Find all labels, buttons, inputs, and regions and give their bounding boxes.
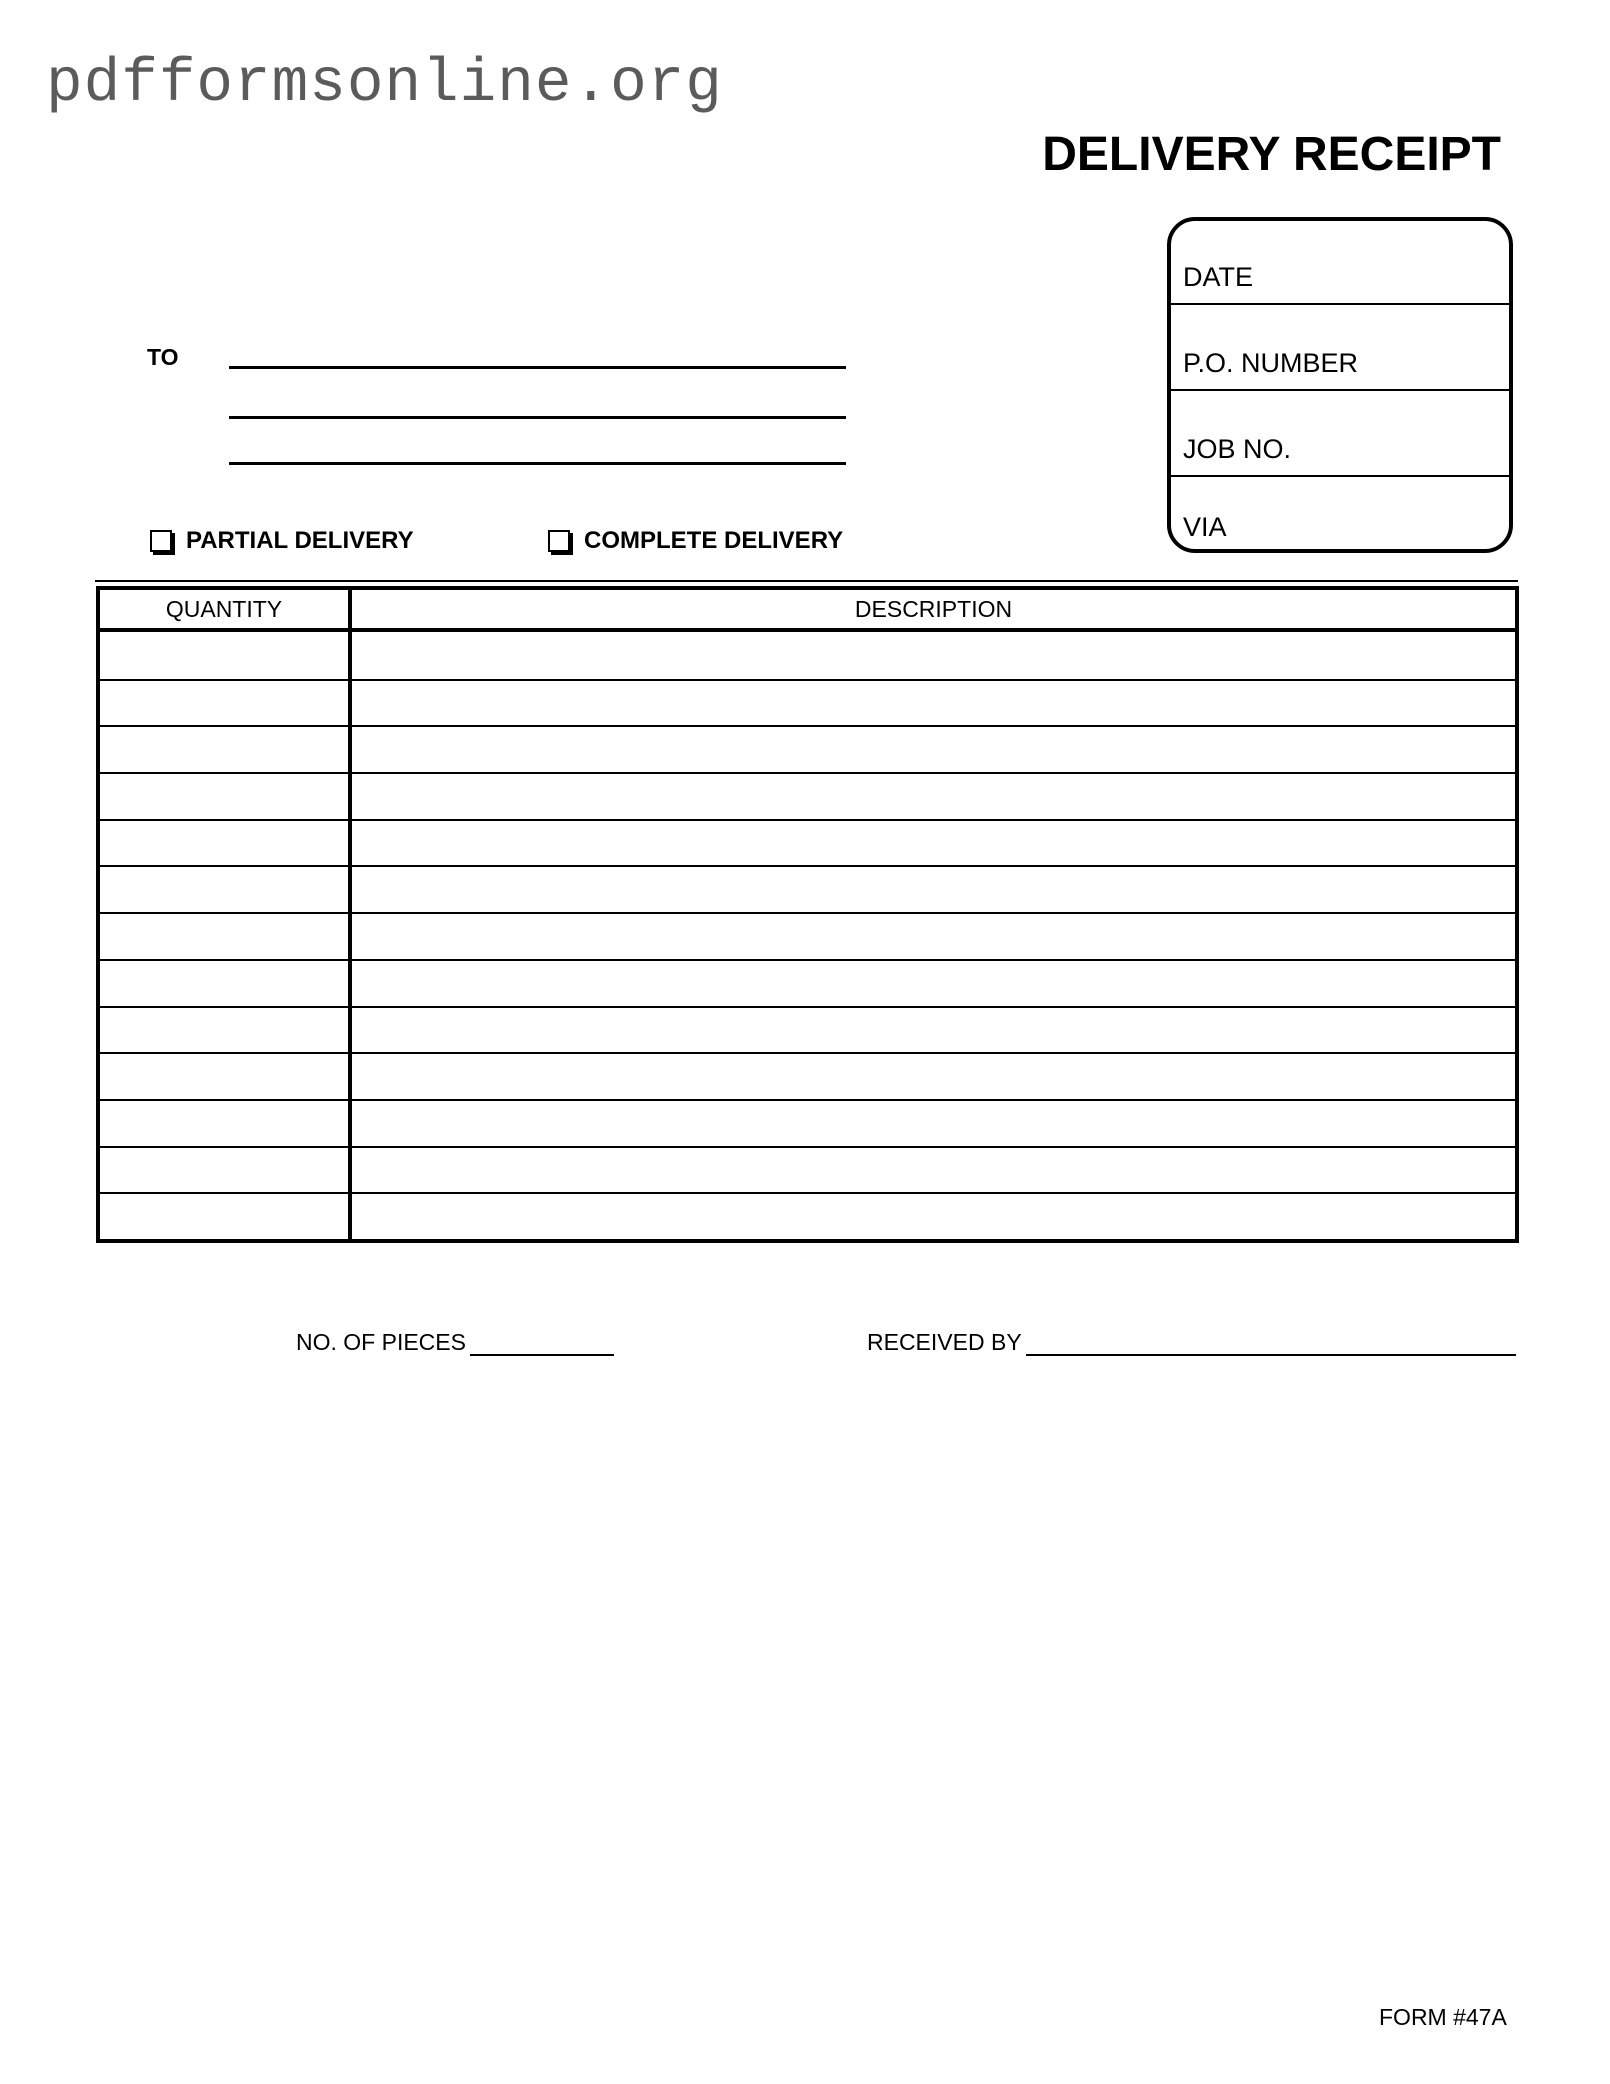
via-field[interactable] bbox=[1171, 477, 1509, 553]
to-label: TO bbox=[147, 344, 179, 370]
via-label: VIA bbox=[1183, 512, 1227, 542]
date-label: DATE bbox=[1183, 262, 1254, 292]
pieces-label: NO. OF PIECES bbox=[296, 1329, 466, 1355]
to-line-1[interactable] bbox=[229, 366, 846, 369]
to-line-2[interactable] bbox=[229, 416, 846, 419]
info-box bbox=[1167, 217, 1513, 553]
description-header: DESCRIPTION bbox=[854, 596, 1013, 622]
received-by-label: RECEIVED BY bbox=[867, 1329, 1022, 1355]
partial-delivery-label: PARTIAL DELIVERY bbox=[186, 527, 414, 554]
po-number-field[interactable] bbox=[1171, 305, 1509, 391]
table-row[interactable] bbox=[100, 1192, 1515, 1239]
complete-delivery-label: COMPLETE DELIVERY bbox=[584, 527, 844, 554]
table-row[interactable] bbox=[100, 912, 1515, 959]
items-table bbox=[96, 586, 1519, 1243]
table-row[interactable] bbox=[100, 1052, 1515, 1099]
watermark-text: pdfformsonline.org bbox=[46, 50, 723, 119]
pieces-blank[interactable] bbox=[470, 1332, 614, 1356]
job-number-label: JOB NO. bbox=[1183, 434, 1292, 464]
received-by-field[interactable] bbox=[867, 1329, 1516, 1356]
complete-delivery-checkbox[interactable] bbox=[548, 530, 570, 552]
to-line-3[interactable] bbox=[229, 462, 846, 465]
table-row[interactable] bbox=[100, 1146, 1515, 1193]
job-number-field[interactable] bbox=[1171, 391, 1509, 477]
form-title: DELIVERY RECEIPT bbox=[1042, 128, 1501, 181]
form-number: FORM #47A bbox=[1379, 2004, 1507, 2030]
table-row[interactable] bbox=[100, 959, 1515, 1006]
table-row[interactable] bbox=[100, 772, 1515, 819]
po-number-label: P.O. NUMBER bbox=[1183, 348, 1359, 378]
table-row[interactable] bbox=[100, 679, 1515, 726]
complete-delivery-option[interactable] bbox=[548, 527, 843, 555]
received-by-blank[interactable] bbox=[1026, 1332, 1516, 1356]
table-row[interactable] bbox=[100, 1099, 1515, 1146]
partial-delivery-option[interactable] bbox=[150, 527, 414, 555]
section-divider bbox=[95, 580, 1518, 582]
table-row[interactable] bbox=[100, 1006, 1515, 1053]
quantity-header: QUANTITY bbox=[165, 596, 283, 622]
table-row[interactable] bbox=[100, 725, 1515, 772]
pieces-field[interactable] bbox=[296, 1329, 614, 1356]
table-row[interactable] bbox=[100, 632, 1515, 679]
date-field[interactable] bbox=[1171, 221, 1509, 305]
partial-delivery-checkbox[interactable] bbox=[150, 530, 172, 552]
table-row[interactable] bbox=[100, 865, 1515, 912]
table-row[interactable] bbox=[100, 819, 1515, 866]
